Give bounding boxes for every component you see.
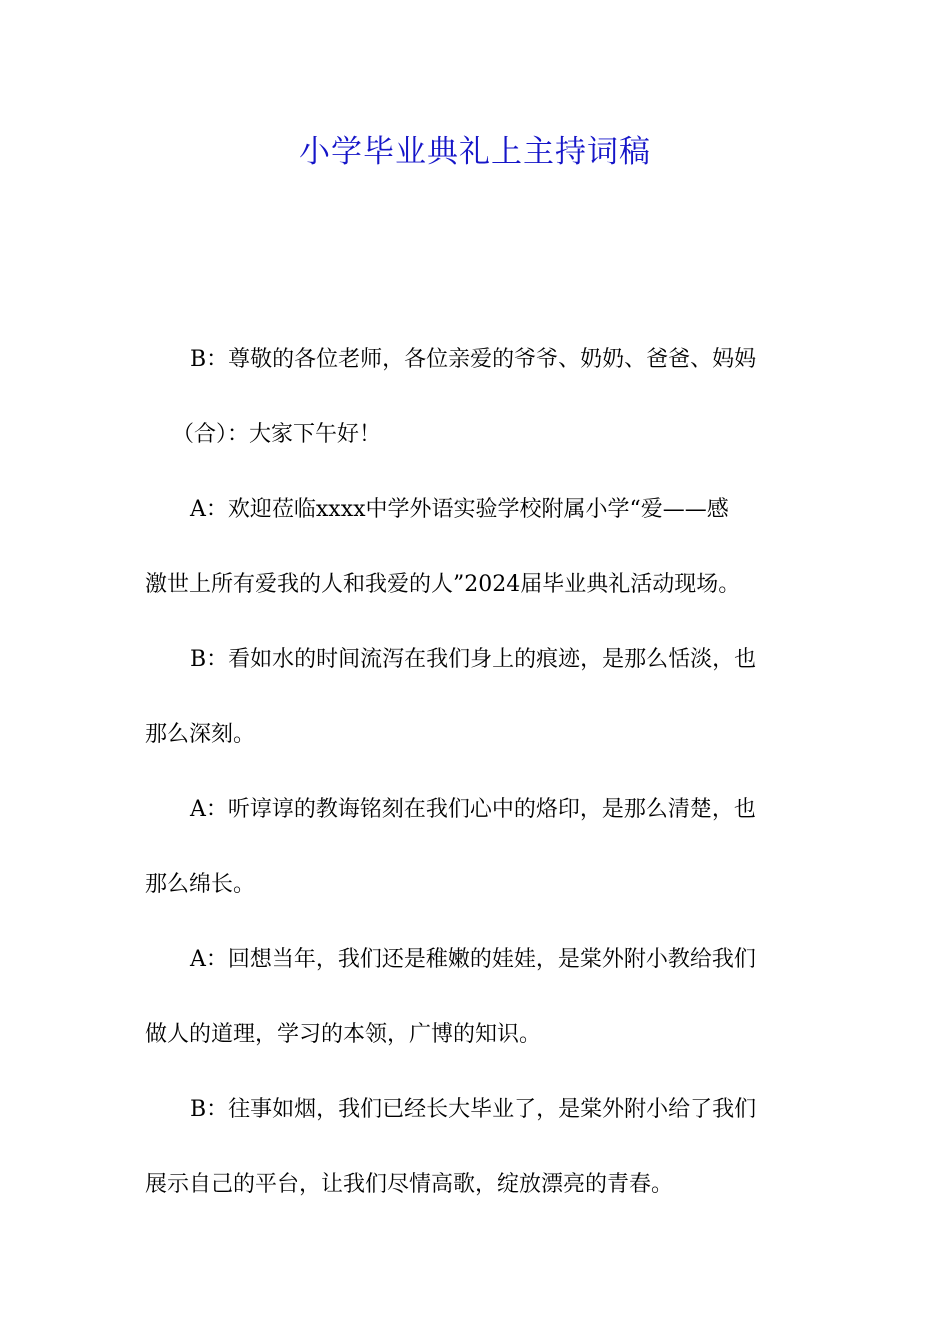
paragraph-line: A：欢迎莅临xxxx中学外语实验学校附属小学“爱——感 (190, 497, 729, 522)
paragraph-line: B：往事如烟，我们已经长大毕业了，是棠外附小给了我们 (190, 1097, 757, 1122)
paragraph-line: 那么绵长。 (145, 872, 256, 897)
paragraph-line: 激世上所有爱我的人和我爱的人”2024届毕业典礼活动现场。 (145, 572, 741, 597)
paragraph-line: B：看如水的时间流泻在我们身上的痕迹，是那么恬淡，也 (190, 647, 757, 672)
paragraph-line: 那么深刻。 (145, 722, 256, 747)
paragraph-line: 做人的道理，学习的本领，广博的知识。 (145, 1022, 542, 1047)
paragraph-line: 展示自己的平台，让我们尽情高歌，绽放漂亮的青春。 (145, 1172, 674, 1197)
paragraph-line: （合）：大家下午好！ (172, 422, 382, 447)
paragraph-line: A：回想当年，我们还是稚嫩的娃娃，是棠外附小教给我们 (190, 947, 756, 972)
paragraph-line: B：尊敬的各位老师，各位亲爱的爷爷、奶奶、爸爸、妈妈 (190, 347, 757, 372)
document-title: 小学毕业典礼上主持词稿 (299, 134, 651, 170)
paragraph-line: A：听谆谆的教诲铭刻在我们心中的烙印，是那么清楚，也 (190, 797, 756, 822)
